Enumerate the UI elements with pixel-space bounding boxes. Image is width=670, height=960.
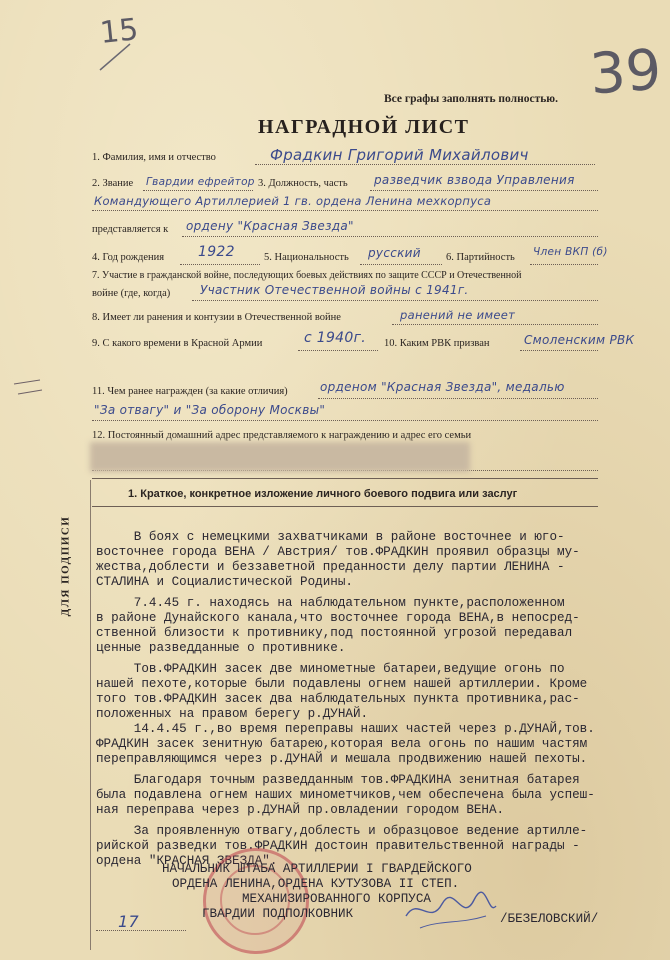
field-7-line: [192, 300, 598, 301]
date-fragment: 17: [118, 912, 139, 931]
narrative-line: того тов.ФРАДКИН засек два наблюдательных пункта противника,рас-: [96, 692, 580, 706]
presented-to-value: ордену "Красная Звезда": [186, 219, 354, 233]
narrative-line: положенных на правом берегу р.ДУНАЙ.: [96, 707, 369, 721]
field-1-line: [255, 164, 595, 165]
field-4-value: 1922: [198, 244, 235, 260]
narrative-line: В боях с немецкими захватчиками в районе восточнее и юго-: [96, 530, 565, 544]
narrative-line: ственной близости к противнику,под постоянной угрозой передавал: [96, 626, 573, 640]
field-8-label: 8. Имеет ли ранения и контузии в Отечественной войне: [92, 312, 341, 323]
field-5-label: 5. Национальность: [264, 252, 349, 263]
page-number-small: 15: [98, 12, 140, 51]
narrative-block: [96, 530, 595, 869]
presented-to-line: [182, 236, 598, 237]
field-11-line: [318, 398, 598, 399]
narrative-line: ордена "КРАСНАЯ ЗВЕЗДА".: [96, 854, 278, 868]
fill-all-fields-notice: Все графы заполнять полностью.: [384, 93, 558, 105]
narrative-line: рийской разведки тов.ФРАДКИН достоин правительственной награды -: [96, 839, 580, 853]
field-11-label: 11. Чем ранее награжден (за какие отличия): [92, 386, 288, 397]
signature-line: ОРДЕНА ЛЕНИНА,ОРДЕНА КУТУЗОВА II СТЕП.: [172, 877, 460, 891]
field-2-line: [143, 190, 253, 191]
margin-mark: [10, 376, 50, 400]
signature-line: ГВАРДИИ ПОДПОЛКОВНИК: [202, 907, 354, 921]
field-2-label: 2. Звание: [92, 178, 134, 189]
field-7-value: Участник Отечественной войны с 1941г.: [200, 283, 469, 297]
narrative-line: нашей пехоте,которые были подавлены огнем нашей артиллерии. Кроме: [96, 677, 588, 691]
narrative-line: ФРАДКИН засек зенитную батарею,которая вела огонь по нашим частям: [96, 737, 588, 751]
field-2-value: Гвардии ефрейтор: [146, 176, 255, 188]
signer-name: /БЕЗЕЛОВСКИЙ/: [500, 912, 599, 926]
field-3-value: разведчик взвода Управления: [374, 173, 575, 187]
field-8-line: [392, 324, 598, 325]
section-heading-rule-top: [92, 478, 598, 479]
signature-line: НАЧАЛЬНИК ШТАБА АРТИЛЛЕРИИ I ГВАРДЕЙСКОГО: [162, 862, 472, 876]
field-3-line-2: [92, 210, 598, 211]
field-9-line: [298, 350, 378, 351]
field-5-value: русский: [368, 246, 421, 260]
narrative-line: восточнее города ВЕНА / Австрия/ тов.ФРАДКИН проявил образцы му-: [96, 545, 580, 559]
field-8-value: ранений не имеет: [400, 308, 516, 322]
section-heading-rule-bottom: [92, 506, 598, 507]
pencil-slash: [96, 40, 136, 74]
field-6-value: Член ВКП (б): [533, 246, 608, 258]
section-heading: 1. Краткое, конкретное изложение личного боевого подвига или заслуг: [128, 488, 518, 500]
field-1-label: 1. Фамилия, имя и отчество: [92, 152, 216, 163]
field-9-label: 9. С какого времени в Красной Армии: [92, 338, 263, 349]
narrative-line: была подавлена огнем наших минометчиков,чем обеспечена была успеш-: [96, 788, 595, 802]
narrative-line: СТАЛИНА и Социалистической Родины.: [96, 575, 353, 589]
field-11-value-2: "За отвагу" и "За оборону Москвы": [94, 403, 326, 417]
field-1-value: Фрадкин Григорий Михайлович: [270, 146, 529, 164]
side-label-for-signatures: ДЛЯ ПОДПИСИ: [59, 515, 72, 617]
narrative-line: переправляющимся через р.ДУНАЙ и мешала продвижению нашей пехоты.: [96, 752, 588, 766]
field-10-label: 10. Каким РВК призван: [384, 338, 490, 349]
field-11-value: орденом "Красная Звезда", медалью: [320, 380, 565, 394]
field-10-value: Смоленским РВК: [524, 333, 635, 347]
signature-line: МЕХАНИЗИРОВАННОГО КОРПУСА: [242, 892, 431, 906]
redacted-address: [90, 442, 470, 472]
narrative-line: жества,доблести и беззаветной преданности делу партии ЛЕНИНА -: [96, 560, 565, 574]
field-7-label: 7. Участие в гражданской войне, последующих боевых действиях по защите СССР и Отечественной: [92, 270, 522, 281]
field-3-line: [370, 190, 598, 191]
narrative-line: Благодаря точным разведданным тов.ФРАДКИНА зенитная батарея: [96, 773, 580, 787]
handwritten-signature: [400, 886, 500, 936]
narrative-line: в районе Дунайского канала,что восточнее города ВЕНА,в непосред-: [96, 611, 580, 625]
narrative-line: ценные разведданные о противнике.: [96, 641, 346, 655]
date-line: [96, 930, 186, 931]
field-4-line: [180, 264, 260, 265]
field-3-value-2: Командующего Артиллерией 1 гв. ордена Ленина мехкорпуса: [94, 194, 492, 208]
presented-to-label: представляется к: [92, 224, 169, 235]
narrative-line: 7.4.45 г. находясь на наблюдательном пункте,расположенном: [96, 596, 565, 610]
field-9-value: с 1940г.: [304, 330, 366, 346]
field-5-line: [360, 264, 442, 265]
narrative-line: За проявленную отвагу,доблесть и образцовое ведение артилле-: [96, 824, 588, 838]
field-6-label: 6. Партийность: [446, 252, 515, 263]
field-12-label: 12. Постоянный домашний адрес представляемого к награждению и адрес его семьи: [92, 430, 472, 441]
field-4-label: 4. Год рождения: [92, 252, 165, 263]
field-3-label: 3. Должность, часть: [258, 178, 348, 189]
narrative-line: Тов.ФРАДКИН засек две минометные батареи,ведущие огонь по: [96, 662, 565, 676]
field-7-label-2: войне (где, когда): [92, 288, 171, 299]
page-number-large: 39: [587, 37, 664, 108]
field-11-line-2: [92, 420, 598, 421]
side-vertical-rule: [90, 480, 91, 950]
narrative-line: 14.4.45 г.,во время переправы наших частей через р.ДУНАЙ,тов.: [96, 722, 595, 736]
narrative-line: ная переправа через р.ДУНАЙ пр.овладении городом ВЕНА.: [96, 803, 505, 817]
field-10-line: [520, 350, 598, 351]
document-title: НАГРАДНОЙ ЛИСТ: [258, 116, 470, 138]
field-6-line: [530, 264, 598, 265]
